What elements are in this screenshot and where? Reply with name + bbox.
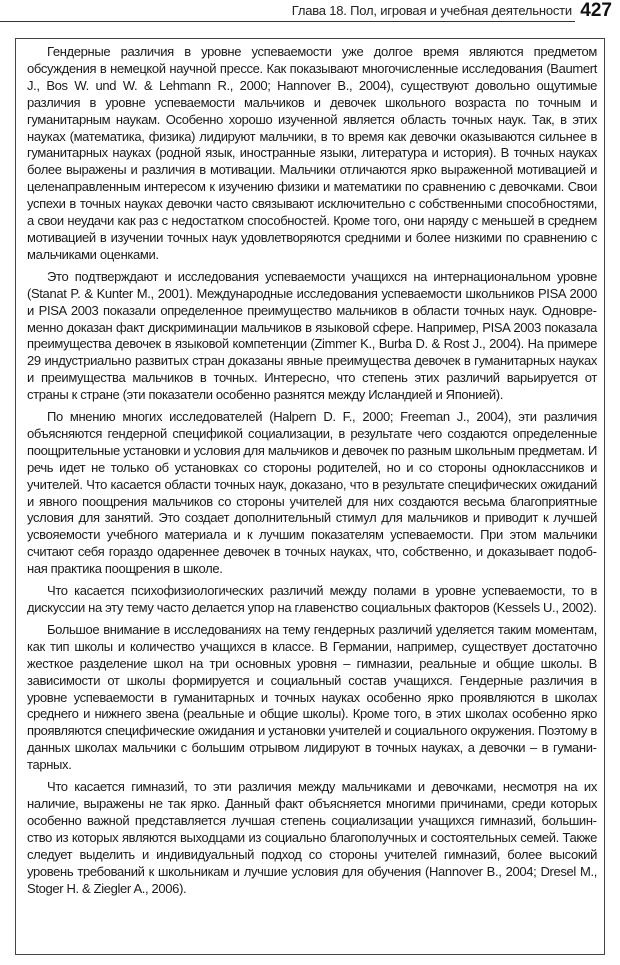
header-rule	[0, 21, 575, 22]
paragraph: Большое внимание в исследованиях на тему гендерных различий уделяется таким моментам, как тип школы и количество учащихся в классе. В Германии, например, существует достаточно жесткое разделение школ на три основных уровня – гимназии, реальные и общие школы. В зависимости от школы формируется и социальный состав учащихся. Гендерные различия в уровне успеваемости в гуманитарных и точных науках особенно ярко проявляются в школах среднего и нижнего звена (реальные и общие школы). Кроме того, в этих школах особенно ярко проявляются специфические ожидания и установки учителей и социального окружения. Поэтому в данных школах мальчики с большим отрывом лидируют в точных науках, а девочки – в гуманитарных.	[27, 621, 597, 773]
page-header	[0, 0, 620, 24]
paragraph: Что касается гимназий, то эти различия между мальчиками и девочками, несмотря на их наличие, выражены не так ярко. Данный факт объясняется многими причинами, среди которых особенно важной представляется лучшая степень социализации учащихся гимназий, большинство из которых являются выходцами из социально благополучных и состоятельных семей. Также следует выделить и индивидуальный подход со стороны учителей гимназий, более высокий уровень требований к школьникам и лучшие условия для обучения (Hannover B., 2004; Dresel M., Stoger H. & Ziegler A., 2006).	[27, 779, 597, 896]
paragraph: Это подтверждают и исследования успеваемости учащихся на интернациональном уровне (Stanat P. & Kunter M., 2001). Международные исследования успеваемости школьников PISA 2000 и PISA 2003 показали определенное преимущество мальчиков в области точных наук. Одновременно доказан факт дискриминации мальчиков в языковой сфере. Например, PISA 2003 показала преимущества девочек в языковой компетенции (Zimmer K., Burba D. & Rost J., 2004). На примере 29 индустриально развитых стран доказаны явные преимущества девочек в гуманитарных науках и преимущества мальчиков в точных. Интересно, что степень этих различий варьируется от страны к стране (эти показатели особенно разнятся между Исландией и Японией).	[27, 268, 597, 403]
body-text	[27, 44, 597, 902]
paragraph: По мнению многих исследователей (Halpern D. F., 2000; Freeman J., 2004), эти различия объясняются гендерной спецификой социализации, в результате чего создаются определенные поощрительные установки и условия для мальчиков и девочек по разным школьным предметам. И речь идет не только об установках со стороны родителей, но и со стороны одноклассников и учителей. Что касается области точных наук, доказано, что в результате специфических ожиданий и явного поощрения мальчиков со стороны учителей для них создаются весьма благоприятные условия для занятий. Это создает дополнительный стимул для мальчиков и приводит к лучшей усвояемости учебного материала и к лучшим показателям успеваемости. При этом мальчики считают себя гораздо одареннее девочек в точных науках, что, собственно, и доказывает подобная практика поощрения в школе.	[27, 409, 597, 577]
paragraph: Гендерные различия в уровне успеваемости уже долгое время являются предметом обсуждения в немецкой научной прессе. Как показывают многочисленные исследования (Baumert J., Bos W. und W. & Lehmann R., 2000; Hannover B., 2004), существуют довольно ощутимые различия в уровне успеваемости мальчиков и девочек школьного возраста по точным и гуманитарным наукам. Особенно хорошо изученной является область точных наук. Так, в этих науках (математика, физика) лидируют мальчики, в то время как девочки оказываются сильнее в гуманитарных науках (родной язык, иностранные языки, литература и история). В точных науках более выражены и различия в мотивации. Мальчики отличаются ярко выраженной мотивацией и целенаправленным интересом к изучению физики и математики по сравнению с девочками. Свои успехи в точных науках девочки часто связывают исключительно с собственными способностями, а свои неудачи как раз с недостатком способностей. Кроме того, они наряду с меньшей в среднем мотивацией в изучении точных наук удовлетворяются средними и более низкими по сравнению с мальчиками оценками.	[27, 44, 597, 262]
paragraph: Что касается психофизиологических различий между полами в уровне успеваемости, то в дискуссии на эту тему часто делается упор на главенство социальных факторов (Kessels U., 2002).	[27, 583, 597, 615]
page-number: 427	[580, 0, 612, 21]
running-head-chapter-title: Глава 18. Пол, игровая и учебная деятельности	[291, 3, 572, 18]
